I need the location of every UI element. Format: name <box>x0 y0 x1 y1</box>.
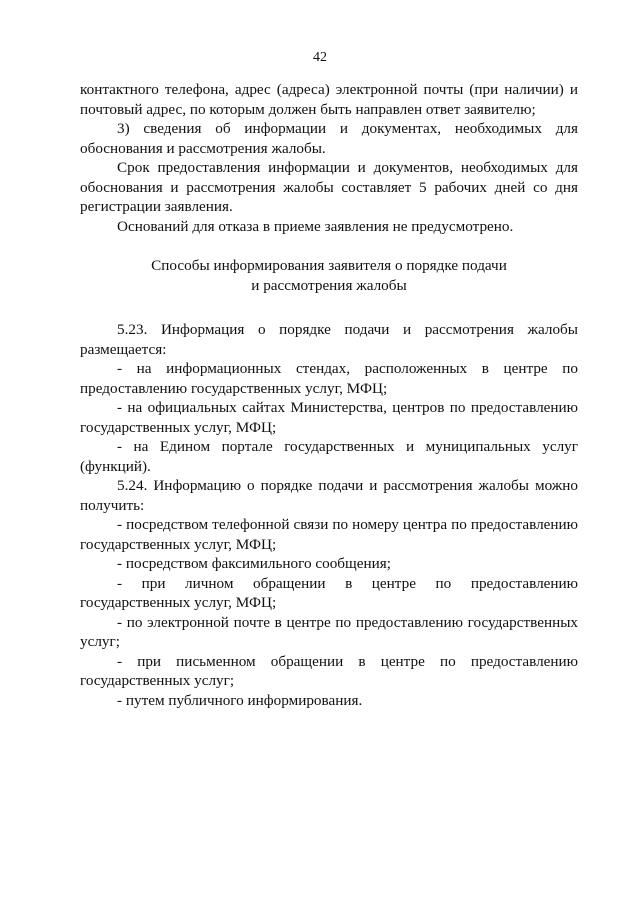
paragraph-no-refusal: Оснований для отказа в приеме заявления не предусмотрено. <box>117 217 514 235</box>
paragraph-deadline: Срок предоставления информации и документов, необходимых для обоснования и рассмотрения жалобы составляет 5 рабочих дней со дня регистрации заявления. <box>80 159 578 215</box>
page-number: 42 <box>313 50 327 65</box>
paragraph-contact-info: контактного телефона, адрес (адреса) электронной почты (при наличии) и почтовый адрес, по которым должен быть направлен ответ заявителю; <box>80 81 578 118</box>
list-item-websites: - на официальных сайтах Министерства, центров по предоставлению государственных услуг, МФЦ; <box>80 399 578 436</box>
list-item-email: - по электронной почте в центре по предоставлению государственных услуг; <box>80 613 578 650</box>
section-heading <box>80 256 578 296</box>
document-body <box>80 80 578 710</box>
list-item-phone: - посредством телефонной связи по номеру центра по предоставлению государственных услуг, МФЦ; <box>80 516 578 553</box>
paragraph-5-23: 5.23. Информация о порядке подачи и рассмотрения жалобы размещается: <box>80 321 578 358</box>
list-item-personal: - при личном обращении в центре по предоставлению государственных услуг, МФЦ; <box>80 574 578 611</box>
list-item-stands: - на информационных стендах, расположенных в центре по предоставлению государственных услуг, МФЦ; <box>80 360 578 397</box>
list-item-written: - при письменном обращении в центре по предоставлению государственных услуг; <box>80 652 578 689</box>
list-item-portal: - на Едином портале государственных и муниципальных услуг (функций). <box>80 438 578 475</box>
paragraph-item-3: 3) сведения об информации и документах, необходимых для обоснования и рассмотрения жалобы. <box>80 120 578 157</box>
list-item-fax: - посредством факсимильного сообщения; <box>117 555 391 572</box>
list-item-public: - путем публичного информирования. <box>117 691 363 709</box>
section-heading-line-2: и рассмотрения жалобы <box>251 277 407 294</box>
section-heading-line-1: Способы информирования заявителя о порядке подачи <box>151 257 507 274</box>
paragraph-5-24: 5.24. Информацию о порядке подачи и рассмотрения жалобы можно получить: <box>80 477 578 514</box>
